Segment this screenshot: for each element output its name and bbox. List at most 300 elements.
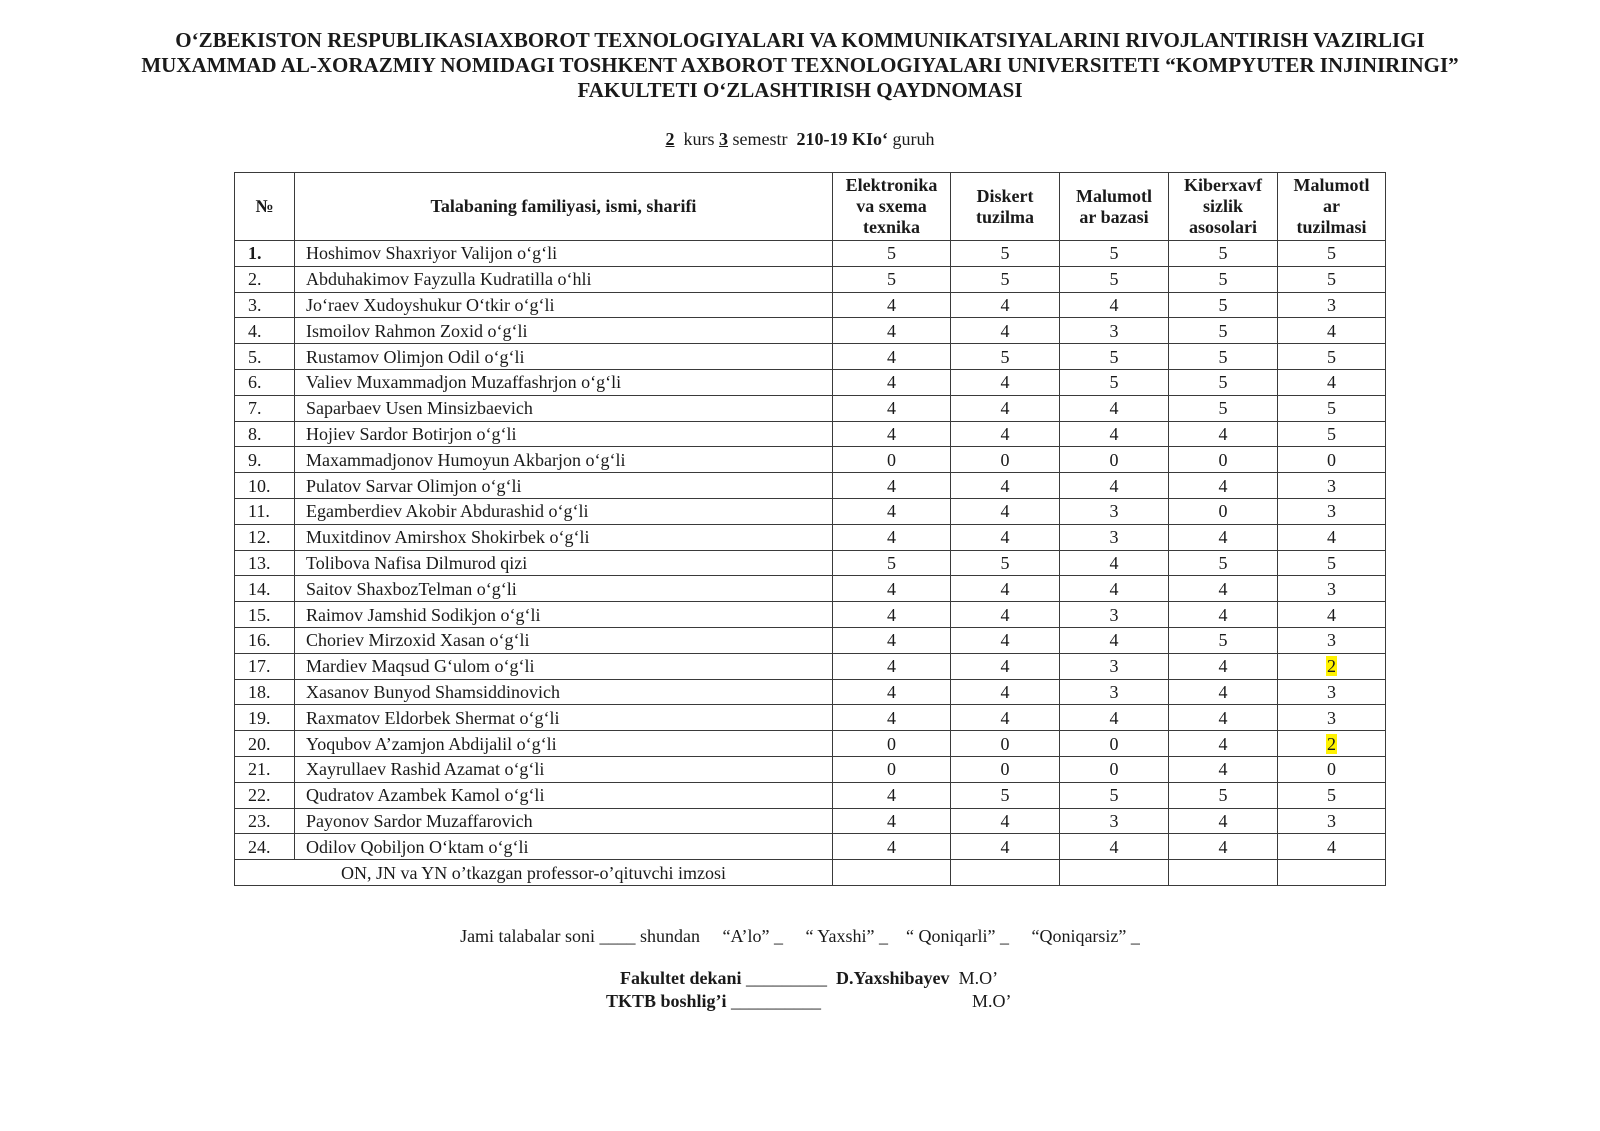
grade-value: 4 [887,656,896,677]
grade-cell [951,576,1060,602]
row-number: 20. [235,731,295,757]
grade-cell [1060,731,1169,757]
dean-line: _________ [746,968,828,988]
grade-cell [833,266,951,292]
grade-value: 4 [1109,707,1119,728]
grade-value: 5 [1218,269,1228,290]
grade-cell [1169,756,1278,782]
grade-value: 4 [887,630,896,651]
grade-value: 0 [887,449,896,470]
grade-cell [833,498,951,524]
grade-value: 4 [1000,372,1010,393]
grade-value: 4 [887,294,896,315]
grade-value: 0 [1327,759,1336,780]
row-number: 2. [235,266,295,292]
grade-value: 4 [1000,320,1010,341]
grade-value: 4 [1000,656,1010,677]
grade-value: 4 [1327,320,1336,341]
row-number: 23. [235,808,295,834]
grade-value: 4 [1109,630,1119,651]
row-number: 6. [235,369,295,395]
grade-value: 5 [1218,372,1228,393]
grade-value: 4 [887,475,896,496]
grade-cell [1278,834,1386,860]
grade-cell [1060,576,1169,602]
grade-value: 0 [887,759,896,780]
grade-value: 4 [1000,630,1010,651]
grade-cell [1278,473,1386,499]
grade-cell [1060,318,1169,344]
grade-cell [1169,653,1278,679]
table-row [235,369,1386,395]
grade-value: 3 [1109,527,1119,548]
row-number: 12. [235,524,295,550]
student-name: Tolibova Nafisa Dilmurod qizi [295,550,833,576]
grade-cell [1278,369,1386,395]
grade-cell [1060,447,1169,473]
student-name: Qudratov Azambek Kamol o‘g‘li [295,782,833,808]
grade-value: 5 [1327,785,1336,806]
grade-value: 4 [1327,527,1336,548]
dean-label: Fakultet dekani [620,968,742,988]
table-row [235,705,1386,731]
student-name: Raimov Jamshid Sodikjon o‘g‘li [295,602,833,628]
table-row [235,292,1386,318]
grade-value: 5 [1327,269,1336,290]
grade-cell [833,808,951,834]
grade-value: 4 [1109,398,1119,419]
grade-cell [1169,576,1278,602]
grades-table [234,172,1386,886]
grade-value: 5 [887,552,896,573]
grade-value: 4 [887,578,896,599]
grade-cell [951,602,1060,628]
table-row [235,834,1386,860]
grade-cell [1278,292,1386,318]
grade-value: 5 [887,243,896,264]
table-header-row [235,173,1386,241]
grade-cell [1278,627,1386,653]
table-row [235,782,1386,808]
row-number: 15. [235,602,295,628]
grade-cell [1060,550,1169,576]
row-number: 7. [235,395,295,421]
grade-value: 0 [1109,449,1119,470]
grade-cell [1278,447,1386,473]
student-name: Raxmatov Eldorbek Shermat o‘g‘li [295,705,833,731]
table-row [235,266,1386,292]
grade-value: 4 [887,681,896,702]
tktb-signature [606,991,821,1012]
grade-cell [833,731,951,757]
grade-cell [951,369,1060,395]
grade-value: 4 [1000,423,1010,444]
grade-value: 3 [1109,501,1119,522]
grade-value: 4 [1218,707,1228,728]
grade-value: 4 [1218,475,1228,496]
title-line-1: O‘ZBEKISTON RESPUBLIKASIAXBOROT TEXNOLOGIYALARI VA KOMMUNIKATSIYALARINI RIVOJLANTIRISH VAZIRLIGI [175,28,1425,52]
grade-cell [1060,834,1169,860]
grade-value: 3 [1327,810,1336,831]
grade-cell [1169,550,1278,576]
table-row [235,576,1386,602]
grade-cell [833,550,951,576]
grade-cell [833,344,951,370]
grade-value: 2 [1327,733,1336,754]
grade-cell [1060,292,1169,318]
grade-cell [1060,653,1169,679]
grade-value: 4 [1000,578,1010,599]
row-number: 21. [235,756,295,782]
grade-cell [1060,369,1169,395]
grade-value: 3 [1327,294,1336,315]
grade-cell [1060,679,1169,705]
grade-cell [951,679,1060,705]
student-name: Saparbaev Usen Minsizbaevich [295,395,833,421]
student-name: Valiev Muxammadjon Muzaffashrjon o‘g‘li [295,369,833,395]
grade-value: 2 [1327,656,1336,677]
grade-cell [951,292,1060,318]
grade-value: 0 [887,733,896,754]
grade-value: 0 [1109,733,1119,754]
grade-cell [1060,782,1169,808]
grade-value: 4 [887,604,896,625]
tktb-line: __________ [731,991,822,1011]
grade-cell [1169,318,1278,344]
group-label: guruh [892,129,935,149]
grade-cell [1169,395,1278,421]
student-name: Pulatov Sarvar Olimjon o‘g‘li [295,473,833,499]
grade-cell [1169,473,1278,499]
tktb-mo: M.O’ [972,991,1012,1011]
grade-cell [1278,731,1386,757]
header-subject-4: Kiberxavf sizlik asosolari [1169,173,1278,241]
grade-cell [1278,653,1386,679]
student-name: Hojiev Sardor Botirjon o‘g‘li [295,421,833,447]
grade-value: 5 [1218,294,1228,315]
grade-cell [951,498,1060,524]
signature-cell-3 [1060,860,1169,886]
grade-cell [951,524,1060,550]
grade-cell [833,834,951,860]
grade-cell [1278,344,1386,370]
grade-value: 5 [1000,243,1010,264]
grade-value: 5 [1000,785,1010,806]
grade-value: 3 [1327,578,1336,599]
grade-cell [1060,524,1169,550]
table-row [235,421,1386,447]
grade-cell [1169,292,1278,318]
signature-cell-2 [951,860,1060,886]
row-number: 8. [235,421,295,447]
table-row [235,318,1386,344]
grade-cell [1060,705,1169,731]
table-row [235,241,1386,267]
table-body [235,241,1386,860]
grade-cell [951,344,1060,370]
grade-value: 5 [1000,269,1010,290]
grade-cell [1278,498,1386,524]
table-row [235,756,1386,782]
signature-row-label: ON, JN va YN o’tkazgan professor-o’qituvchi imzosi [235,860,833,886]
student-name: Xayrullaev Rashid Azamat o‘g‘li [295,756,833,782]
grade-cell [951,473,1060,499]
grade-value: 3 [1109,604,1119,625]
grade-value: 5 [1109,346,1119,367]
grade-cell [1169,731,1278,757]
grade-cell [1278,395,1386,421]
row-number: 3. [235,292,295,318]
grade-cell [1169,627,1278,653]
grade-value: 3 [1327,630,1336,651]
grade-cell [1278,602,1386,628]
grade-value: 0 [1218,449,1228,470]
grade-cell [951,266,1060,292]
grade-value: 4 [1327,604,1336,625]
grade-cell [1060,808,1169,834]
grade-cell [833,241,951,267]
grade-value: 4 [1218,604,1228,625]
grade-cell [951,447,1060,473]
grade-value: 4 [1218,810,1228,831]
dean-signature [620,968,998,989]
grade-cell [833,318,951,344]
grade-value: 5 [1109,243,1119,264]
grade-value: 5 [1327,243,1336,264]
row-number: 19. [235,705,295,731]
grade-cell [1278,524,1386,550]
grade-cell [1060,395,1169,421]
grade-value: 3 [1109,810,1119,831]
grade-cell [1060,627,1169,653]
grade-cell [833,473,951,499]
student-name: Ismoilov Rahmon Zoxid o‘g‘li [295,318,833,344]
grade-cell [833,705,951,731]
grade-value: 4 [1327,836,1336,857]
grade-cell [833,576,951,602]
grade-cell [1169,808,1278,834]
row-number: 4. [235,318,295,344]
grade-cell [1060,473,1169,499]
row-number: 1. [235,241,295,267]
grade-value: 5 [1218,552,1228,573]
grade-value: 4 [1000,294,1010,315]
grade-value: 4 [1109,578,1119,599]
student-name: Payonov Sardor Muzaffarovich [295,808,833,834]
row-number: 10. [235,473,295,499]
header-subject-2: Diskert tuzilma [951,173,1060,241]
grade-value: 4 [887,527,896,548]
grade-cell [833,627,951,653]
student-name: Muxitdinov Amirshox Shokirbek o‘g‘li [295,524,833,550]
grade-value: 4 [887,372,896,393]
grade-value: 5 [1109,269,1119,290]
header-subject-1: Elektronika va sxema texnika [833,173,951,241]
grade-value: 4 [1109,423,1119,444]
student-name: Yoqubov A’zamjon Abdijalil o‘g‘li [295,731,833,757]
grade-cell [833,653,951,679]
dean-name: D.Yaxshibayev [836,968,950,988]
grade-value: 4 [887,346,896,367]
grade-value: 4 [1218,759,1228,780]
grade-cell [833,782,951,808]
signature-cell-5 [1278,860,1386,886]
grade-value: 4 [1000,681,1010,702]
table-row [235,602,1386,628]
grade-value: 5 [1327,423,1336,444]
grade-cell [1278,550,1386,576]
student-name: Jo‘raev Xudoyshukur O‘tkir o‘g‘li [295,292,833,318]
grade-cell [1169,421,1278,447]
grade-cell [833,447,951,473]
grade-value: 4 [1109,552,1119,573]
grade-value: 3 [1109,656,1119,677]
grade-value: 4 [1109,475,1119,496]
row-number: 13. [235,550,295,576]
grade-value: 3 [1327,475,1336,496]
title-line-2: MUXAMMAD AL-XORAZMIY NOMIDAGI TOSHKENT AXBOROT TEXNOLOGIYALARI UNIVERSITETI “KOMPYUTER INJINIRINGI” [141,53,1459,77]
table-row [235,344,1386,370]
student-name: Odilov Qobiljon O‘ktam o‘g‘li [295,834,833,860]
table-row [235,808,1386,834]
table-row [235,550,1386,576]
grade-cell [1060,344,1169,370]
grade-value: 5 [1327,398,1336,419]
grade-value: 5 [1218,785,1228,806]
grade-cell [833,602,951,628]
group-code: 210-19 KIo‘ [796,129,888,149]
title-line-3: FAKULTETI O‘ZLASHTIRISH QAYDNOMASI [577,78,1023,102]
student-name: Maxammadjonov Humoyun Akbarjon o‘g‘li [295,447,833,473]
grade-value: 4 [1000,501,1010,522]
grade-value: 4 [1218,578,1228,599]
grade-value: 4 [1218,836,1228,857]
signature-cell-1 [833,860,951,886]
grade-value: 4 [887,501,896,522]
row-number: 16. [235,627,295,653]
grade-cell [1060,241,1169,267]
grade-cell [1169,344,1278,370]
table-row [235,653,1386,679]
grade-value: 4 [887,836,896,857]
grade-value: 0 [1327,449,1336,470]
grade-cell [951,421,1060,447]
table-row [235,627,1386,653]
grade-value: 4 [1218,656,1228,677]
signature-row [235,860,1386,886]
grade-value: 4 [1109,836,1119,857]
header-num: № [235,173,295,241]
grade-cell [1278,679,1386,705]
grade-value: 0 [1218,501,1228,522]
grade-cell [1169,705,1278,731]
grade-value: 4 [887,423,896,444]
grade-cell [1060,421,1169,447]
table-row [235,679,1386,705]
grade-value: 4 [1109,294,1119,315]
grade-cell [1169,602,1278,628]
tktb-label: TKTB boshlig’i [606,991,727,1011]
row-number: 22. [235,782,295,808]
grade-value: 5 [1218,243,1228,264]
kurs-value: 2 [665,129,675,149]
semestr-value: 3 [719,129,728,149]
table-row [235,524,1386,550]
student-name: Hoshimov Shaxriyor Valijon o‘g‘li [295,241,833,267]
row-number: 9. [235,447,295,473]
grade-cell [951,731,1060,757]
grade-cell [1060,756,1169,782]
grade-cell [951,808,1060,834]
grade-value: 5 [1109,372,1119,393]
student-name: Egamberdiev Akobir Abdurashid o‘g‘li [295,498,833,524]
grade-cell [1060,498,1169,524]
grade-value: 4 [887,707,896,728]
table-row [235,447,1386,473]
grade-cell [1169,834,1278,860]
grade-cell [1278,421,1386,447]
document-title [0,28,1600,103]
grade-cell [833,524,951,550]
table-row [235,498,1386,524]
grade-cell [833,292,951,318]
grade-cell [1278,576,1386,602]
grade-value: 0 [1000,733,1010,754]
grade-value: 3 [1327,707,1336,728]
grade-value: 3 [1109,320,1119,341]
grade-value: 5 [1327,552,1336,573]
grade-value: 5 [887,269,896,290]
table-row [235,473,1386,499]
student-name: Rustamov Olimjon Odil o‘g‘li [295,344,833,370]
grade-cell [951,395,1060,421]
grade-cell [1169,447,1278,473]
grade-cell [833,679,951,705]
grade-value: 5 [1327,346,1336,367]
grade-value: 4 [1000,527,1010,548]
student-name: Saitov ShaxbozTelman o‘g‘li [295,576,833,602]
semestr-label: semestr [732,129,788,149]
group-info [0,128,1600,150]
grade-value: 0 [1000,759,1010,780]
grade-value: 4 [1327,372,1336,393]
row-number: 11. [235,498,295,524]
grade-cell [951,653,1060,679]
grade-cell [1060,602,1169,628]
kurs-label: kurs [683,129,715,149]
grade-value: 5 [1000,346,1010,367]
grade-value: 4 [1000,836,1010,857]
grade-value: 4 [887,785,896,806]
grade-value: 4 [1218,527,1228,548]
grade-cell [951,756,1060,782]
row-number: 17. [235,653,295,679]
grade-value: 5 [1218,320,1228,341]
grade-cell [951,627,1060,653]
header-name: Talabaning familiyasi, ismi, sharifi [295,173,833,241]
grade-cell [951,782,1060,808]
grade-cell [1060,266,1169,292]
grade-value: 4 [1000,604,1010,625]
grade-value: 3 [1327,501,1336,522]
grade-cell [951,550,1060,576]
grade-cell [951,318,1060,344]
grade-cell [833,756,951,782]
grade-cell [1169,679,1278,705]
grade-value: 5 [1000,552,1010,573]
grade-cell [1278,705,1386,731]
grade-value: 4 [887,398,896,419]
